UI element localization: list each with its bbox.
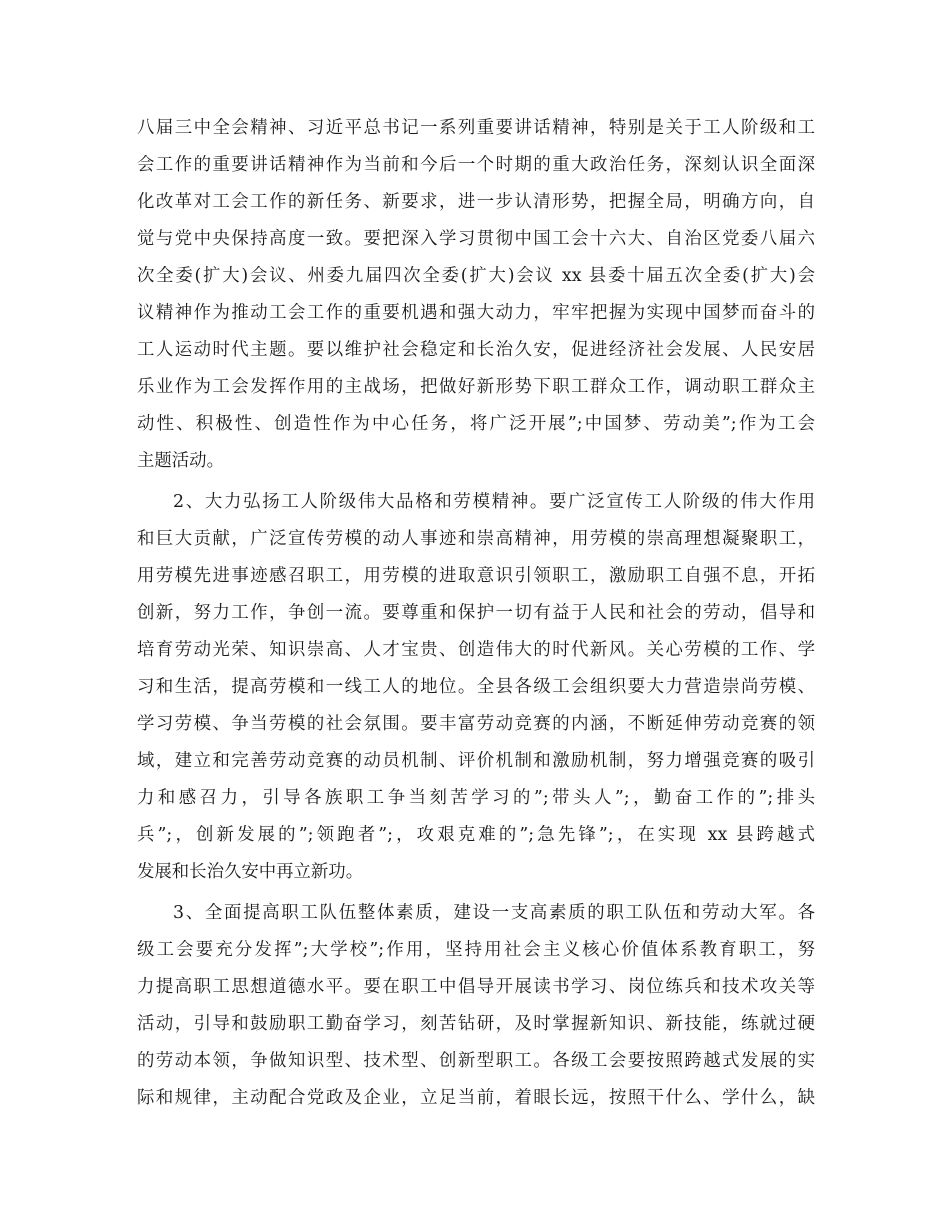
text-line: 觉与党中央保持高度一致。要把深入学习贯彻中国工会十六大、自治区党委八届六 bbox=[137, 229, 815, 249]
text-line: 2、大力弘扬工人阶级伟大品格和劳模精神。要广泛宣传工人阶级的伟大作用 bbox=[173, 492, 815, 512]
text-line: 学习劳模、争当劳模的社会氛围。要丰富劳动竞赛的内涵，不断延伸劳动竞赛的领 bbox=[137, 714, 815, 734]
text-line: 习和生活，提高劳模和一线工人的地位。全县各级工会组织要大力营造崇尚劳模、 bbox=[137, 677, 815, 697]
text-line: 发展和长治久安中再立新功。 bbox=[137, 862, 364, 882]
text-line: 主题活动。 bbox=[137, 451, 224, 471]
text-line: 次全委(扩大)会议、州委九届四次全委(扩大)会议 xx 县委十届五次全委(扩大)会 bbox=[137, 266, 815, 286]
text-line: 3、全面提高职工队伍整体素质，建设一支高素质的职工队伍和劳动大军。各 bbox=[173, 903, 815, 923]
text-line: 际和规律，主动配合党政及企业，立足当前，着眼长远，按照干什么、学什么，缺 bbox=[137, 1088, 815, 1108]
paragraph-1 bbox=[137, 110, 815, 480]
text-line: 和巨大贡献，广泛宣传劳模的动人事迹和崇高精神，用劳模的崇高理想凝聚职工， bbox=[137, 529, 815, 549]
text-line: 动性、积极性、创造性作为中心任务，将广泛开展”;中国梦、劳动美”;作为工会 bbox=[137, 414, 815, 434]
text-line: 级工会要充分发挥”;大学校”;作用，坚持用社会主义核心价值体系教育职工，努 bbox=[137, 940, 815, 960]
text-line: 议精神作为推动工会工作的重要机遇和强大动力，牢牢把握为实现中国梦而奋斗的 bbox=[137, 303, 815, 323]
text-line: 八届三中全会精神、习近平总书记一系列重要讲话精神，特别是关于工人阶级和工 bbox=[137, 118, 815, 138]
text-line: 会工作的重要讲话精神作为当前和今后一个时期的重大政治任务，深刻认识全面深 bbox=[137, 155, 815, 175]
text-line: 域，建立和完善劳动竞赛的动员机制、评价机制和激励机制，努力增强竞赛的吸引 bbox=[137, 751, 815, 771]
text-line: 创新，努力工作，争创一流。要尊重和保护一切有益于人民和社会的劳动，倡导和 bbox=[137, 603, 815, 623]
text-line: 化改革对工会工作的新任务、新要求，进一步认清形势，把握全局，明确方向，自 bbox=[137, 192, 815, 212]
text-line: 的劳动本领，争做知识型、技术型、创新型职工。各级工会要按照跨越式发展的实 bbox=[137, 1051, 815, 1071]
text-line: 力和感召力，引导各族职工争当刻苦学习的”;带头人”;，勤奋工作的”;排头 bbox=[137, 788, 815, 808]
document-body bbox=[137, 110, 815, 1117]
text-line: 活动，引导和鼓励职工勤奋学习，刻苦钻研，及时掌握新知识、新技能，练就过硬 bbox=[137, 1014, 815, 1034]
text-line: 用劳模先进事迹感召职工，用劳模的进取意识引领职工，激励职工自强不息，开拓 bbox=[137, 566, 815, 586]
text-line: 工人运动时代主题。要以维护社会稳定和长治久安，促进经济社会发展、人民安居 bbox=[137, 340, 815, 360]
text-line: 培育劳动光荣、知识崇高、人才宝贵、创造伟大的时代新风。关心劳模的工作、学 bbox=[137, 640, 815, 660]
paragraph-2 bbox=[137, 484, 815, 891]
text-line: 乐业作为工会发挥作用的主战场，把做好新形势下职工群众工作，调动职工群众主 bbox=[137, 377, 815, 397]
text-line: 兵”;，创新发展的”;领跑者”;，攻艰克难的”;急先锋”;，在实现 xx 县跨越式 bbox=[137, 825, 815, 845]
text-line: 力提高职工思想道德水平。要在职工中倡导开展读书学习、岗位练兵和技术攻关等 bbox=[137, 977, 815, 997]
paragraph-3 bbox=[137, 895, 815, 1117]
